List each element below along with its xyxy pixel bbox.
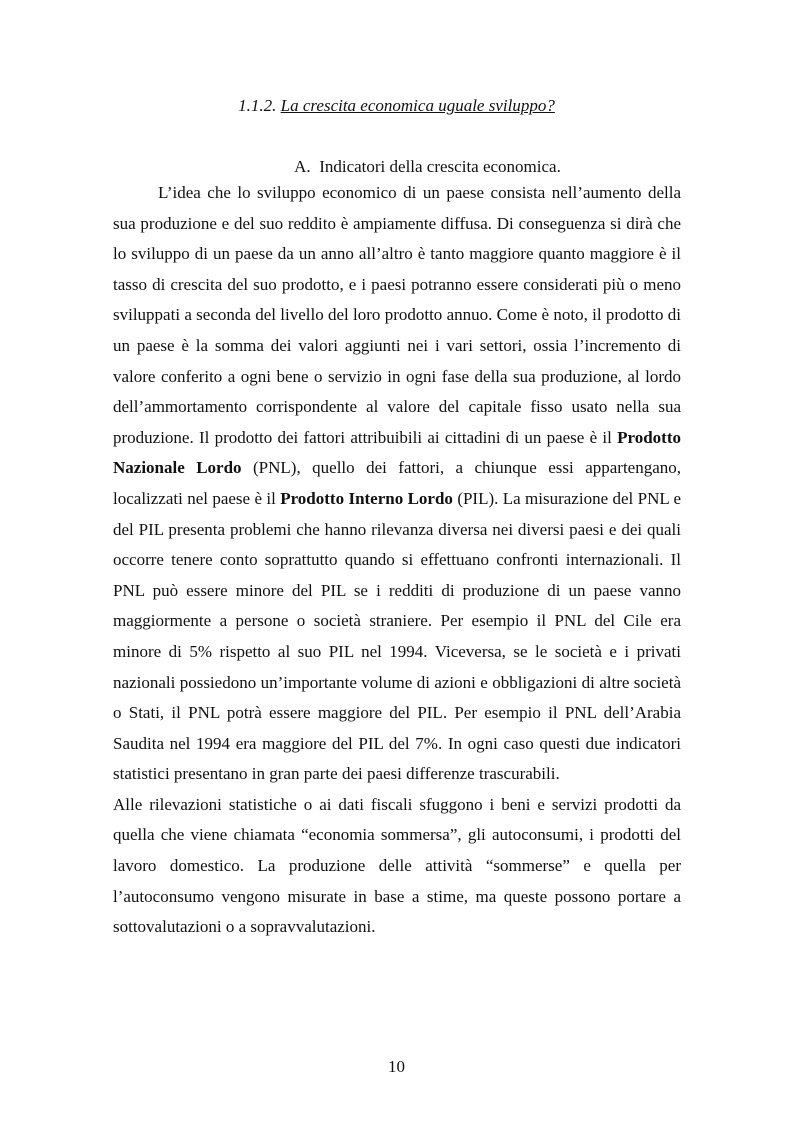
- subsection-heading: [0, 155, 793, 179]
- paragraph-1-part-1: L’idea che lo sviluppo economico di un paese consista nell’aumento della sua produzione e del suo reddito è ampiamente diffusa. Di conseguenza si dirà che lo sviluppo di un paese da un anno all’altro è tanto maggiore quanto maggiore è il tasso di crescita del suo prodotto, e i paesi potranno essere considerati più o meno sviluppati a seconda del livello del loro prodotto annuo. Come è noto, il prodotto di un paese è la somma dei valori aggiunti nei i vari settori, ossia l’incremento di valore conferito a ogni bene o servizio in ogni fase della sua produzione, al lordo dell’ammortamento corrispondente al valore del capitale fisso usato nella sua produzione. Il prodotto dei fattori attribuibili ai cittadini di un paese è il: [113, 183, 681, 447]
- subsection-title: Indicatori della crescita economica.: [319, 157, 561, 176]
- subsection-letter: A.: [294, 157, 311, 176]
- section-title: La crescita economica uguale sviluppo?: [280, 96, 555, 115]
- paragraph-2: Alle rilevazioni statistiche o ai dati fiscali sfuggono i beni e servizi prodotti da quella che viene chiamata “economia sommersa”, gli autoconsumi, i prodotti del lavoro domestico. La produzione delle attività “sommerse” e quella per l’autoconsumo vengono misurate in base a stime, ma queste possono portare a sottovalutazioni o a sopravvalutazioni.: [113, 794, 681, 937]
- paragraph-1-part-3: (PIL). La misurazione del PNL e del PIL presenta problemi che hanno rilevanza diversa nei diversi paesi e dei quali occorre tenere conto soprattutto quando si effettuano confronti internazionali. Il PNL può essere minore del PIL se i redditi di produzione di un paese vanno maggiormente a persone o società straniere. Per esempio il PNL del Cile era minore di 5% rispetto al suo PIL nel 1994. Viceversa, se le società e i privati nazionali possiedono un’importante volume di azioni e obbligazioni di altre società o Stati, il PNL potrà essere maggiore del PIL. Per esempio il PNL dell’Arabia Saudita nel 1994 era maggiore del PIL del 7%. In ogni caso questi due indicatori statistici presentano in gran parte dei paesi differenze trascurabili.: [113, 488, 682, 784]
- body-text: [113, 178, 681, 943]
- page-number: 10: [388, 1057, 405, 1076]
- term-pnl: Prodotto Nazionale Lordo: [113, 427, 682, 478]
- section-number: 1.1.2.: [238, 96, 277, 115]
- paragraph-1-part-2: (PNL), quello dei fattori, a chiunque essi appartengano, localizzati nel paese è il: [113, 458, 682, 508]
- paragraph-1: [113, 178, 681, 790]
- section-heading: [0, 94, 793, 118]
- term-pil: Prodotto Interno Lordo: [280, 488, 453, 508]
